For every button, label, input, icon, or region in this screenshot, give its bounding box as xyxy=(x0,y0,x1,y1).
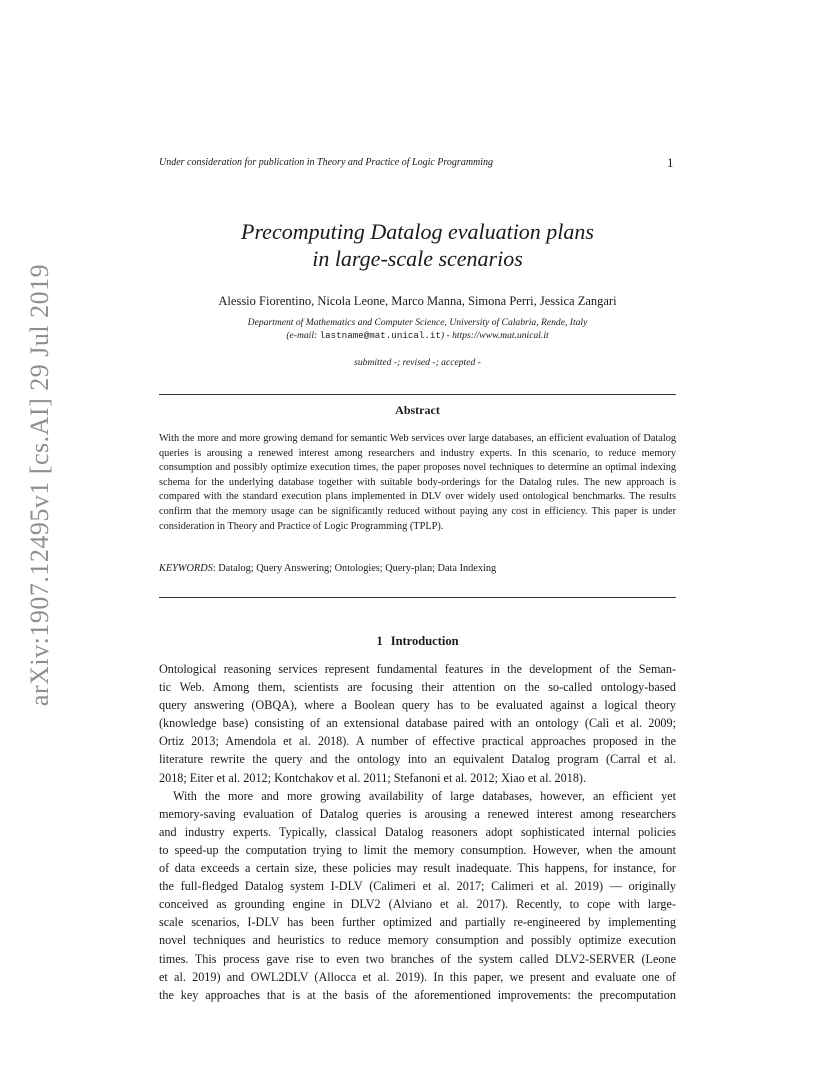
abstract-text: With the more and more growing demand for semantic Web services over large databases, an efficient evaluation of Datalog queries is arousing a renewed interest among researchers and industry experts. In this scenario, to reduce memory consumption and possibly optimize execution times, the paper proposes novel techniques to determine an optimal indexing schema for the underlying database together with suitable body-orderings for the Datalog rules. The new approach is compared with the standard execution plans implemented in DLV over widely used ontological benchmarks. The results confirm that the memory usage can be significantly reduced without paying any cost in efficiency. This paper is under consideration in Theory and Practice of Logic Programming (TPLP). xyxy=(159,433,676,532)
paper-title xyxy=(159,218,676,272)
email-address: lastname@mat.unical.it xyxy=(319,330,441,341)
submission-dates: submitted -; revised -; accepted - xyxy=(354,357,481,368)
keywords-label: KEYWORDS xyxy=(159,563,213,574)
department: Department of Mathematics and Computer Science, University of Calabria, Rende, Italy xyxy=(247,317,588,328)
website: ) - https://www.mat.unical.it xyxy=(440,330,549,341)
body-line: and industry experts. Typically, classical Datalog reasoners adopt sophisticated internal policies xyxy=(159,824,676,839)
body-line: literature rewrite the query and the ontology into an equivalent Datalog program (Carral et al. xyxy=(159,752,676,767)
body-line: novel techniques and heuristics to reduce memory consumption and possibly optimize execution xyxy=(159,933,676,948)
author-list: Alessio Fiorentino, Nicola Leone, Marco Manna, Simona Perri, Jessica Zangari xyxy=(218,294,617,308)
arxiv-identifier-stamp: arXiv:1907.12495v1 [cs.AI] 29 Jul 2019 xyxy=(25,263,54,707)
body-line: tic Web. Among them, scientists are focusing their attention on the so-called ontology-based xyxy=(159,680,676,695)
abstract-top-rule xyxy=(159,394,676,395)
section-heading xyxy=(159,634,676,649)
body-line: 2018; Eiter et al. 2012; Kontchakov et al. 2011; Stefanoni et al. 2012; Xiao et al. 2018). xyxy=(159,770,587,785)
contact-line xyxy=(159,329,676,342)
body-line: the key approaches that is at the basis of the aforementioned improvements: the precomputation xyxy=(159,987,676,1002)
body-line: the full-fledged Datalog system I-DLV (Calimeri et al. 2017; Calimeri et al. 2019) — originally xyxy=(159,879,676,894)
body-line: query answering (OBQA), where a Boolean query has to be evaluated against a logical theory xyxy=(159,698,676,713)
introduction-body xyxy=(159,660,676,1004)
section-number: 1 xyxy=(376,634,383,648)
title-line: Precomputing Datalog evaluation plans xyxy=(241,219,594,244)
body-line: With the more and more growing availability of large databases, however, an efficient yet xyxy=(173,788,676,803)
body-line: (knowledge base) consisting of an extensional database paired with an ontology (Calì et al. 2009; xyxy=(159,716,676,731)
body-line: et al. 2019) and OWL2DLV (Allocca et al. 2019). In this paper, we present and evaluate one of xyxy=(159,969,676,984)
body-line: scale scenarios, I-DLV has been further optimized and partially re-engineered by implementing xyxy=(159,915,676,930)
body-line: to speed-up the computation trying to limit the memory consumption. However, when the amount xyxy=(159,842,676,857)
page-number: 1 xyxy=(667,155,674,170)
journal-running-header: Under consideration for publication in Theory and Practice of Logic Programming xyxy=(159,157,494,168)
body-line: Ortiz 2013; Amendola et al. 2018). A number of effective practical approaches proposed in the xyxy=(159,734,676,749)
body-line: conceived as grounding engine in DLV2 (Alviano et al. 2017). Recently, to cope with large- xyxy=(159,897,676,912)
section-title: Introduction xyxy=(390,634,459,648)
email-prefix: (e-mail: xyxy=(286,330,320,341)
abstract-heading: Abstract xyxy=(395,403,440,417)
title-line: in large-scale scenarios xyxy=(312,246,523,271)
affiliation xyxy=(159,316,676,342)
body-line: Ontological reasoning services represent fundamental features in the development of the Seman- xyxy=(159,662,676,676)
abstract-bottom-rule xyxy=(159,597,676,598)
keywords xyxy=(159,563,496,574)
keywords-list: : Datalog; Query Answering; Ontologies; Query-plan; Data Indexing xyxy=(212,563,497,574)
body-line: of data exceeds a certain size, these policies may result inadequate. This happens, for instance, for xyxy=(159,861,676,876)
body-line: times. This process gave rise to even two branches of the system called DLV2-SERVER (Leone xyxy=(159,951,676,966)
body-line: memory-saving evaluation of Datalog queries is arousing a renewed interest among researchers xyxy=(159,806,676,821)
